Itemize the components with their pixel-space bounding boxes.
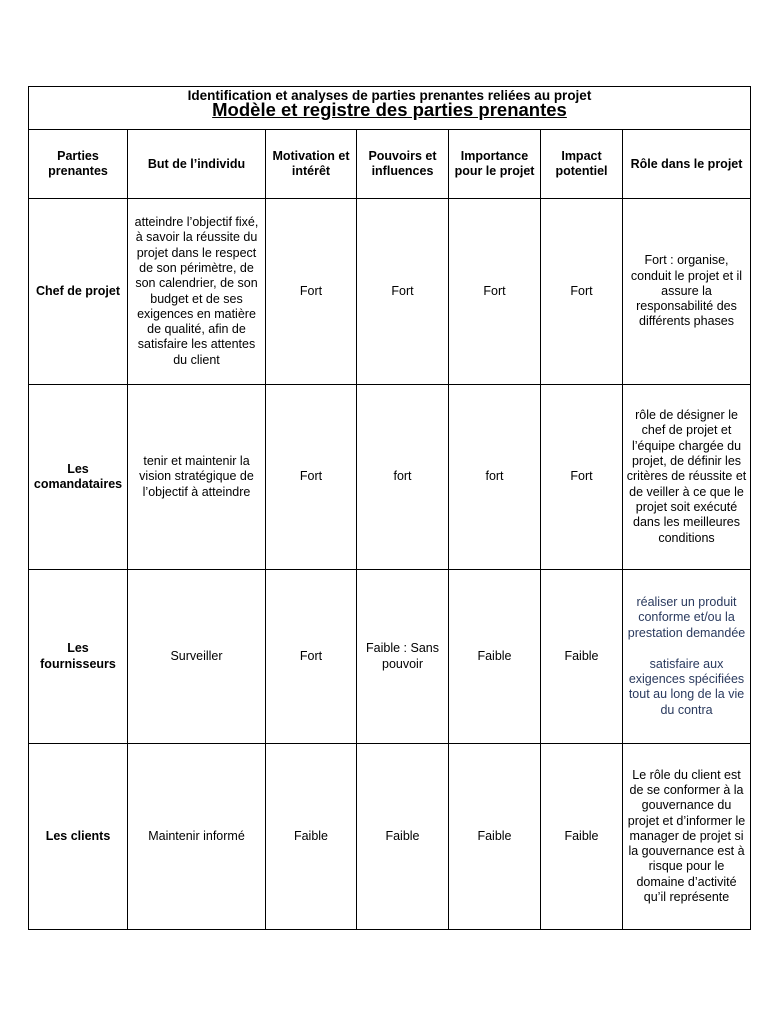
role-cell: Fort : organise, conduit le projet et il assure la responsabilité des différents phases [623, 199, 751, 385]
motivation-cell: Fort [266, 199, 357, 385]
impact-cell: Faible [541, 744, 623, 930]
header-stakeholders: Parties prenantes [29, 130, 128, 199]
stakeholder-cell: Les clients [29, 744, 128, 930]
stakeholder-cell: Chef de projet [29, 199, 128, 385]
table-row [29, 744, 751, 930]
header-impact: Impact potentiel [541, 130, 623, 199]
power-cell: Faible [357, 744, 449, 930]
impact-cell: Fort [541, 199, 623, 385]
goal-cell: Surveiller [128, 570, 266, 744]
impact-cell: Fort [541, 385, 623, 570]
role-cell: Le rôle du client est de se conformer à la gouvernance du projet et d’informer le manager de projet si la gouvernance est à risque pour le domaine d’activité qu’il représente [623, 744, 751, 930]
motivation-cell: Faible [266, 744, 357, 930]
power-cell: fort [357, 385, 449, 570]
importance-cell: Fort [449, 199, 541, 385]
goal-cell: tenir et maintenir la vision stratégique de l’objectif à atteindre [128, 385, 266, 570]
header-role: Rôle dans le projet [623, 130, 751, 199]
title-row [29, 87, 751, 130]
paragraph-gap [625, 641, 748, 657]
importance-cell: Faible [449, 744, 541, 930]
stakeholder-cell: Les comandataires [29, 385, 128, 570]
table-row [29, 385, 751, 570]
importance-cell: Faible [449, 570, 541, 744]
title-cell [29, 87, 751, 130]
document-subtitle: Identification et analyses de parties prenantes reliées au projet [187, 88, 592, 103]
power-cell: Faible : Sans pouvoir [357, 570, 449, 744]
header-row [29, 130, 751, 199]
goal-cell: Maintenir informé [128, 744, 266, 930]
table-row [29, 570, 751, 744]
role-cell: rôle de désigner le chef de projet et l’équipe chargée du projet, de définir les critères de réussite et de veiller à ce que le projet soit exécuté dans les meilleures conditions [623, 385, 751, 570]
header-importance: Importance pour le projet [449, 130, 541, 199]
impact-cell: Faible [541, 570, 623, 744]
role-text-part-2: satisfaire aux exigences spécifiées tout au long de la vie du contra [628, 656, 745, 717]
stakeholder-register-table [28, 86, 751, 930]
header-power: Pouvoirs et influences [357, 130, 449, 199]
stakeholder-cell: Les fournisseurs [29, 570, 128, 744]
table-row [29, 199, 751, 385]
motivation-cell: Fort [266, 385, 357, 570]
role-cell [623, 570, 751, 744]
document-title: Modèle et registre des parties prenantes [212, 99, 567, 120]
role-text-part-1: réaliser un produit conforme et/ou la prestation demandée [627, 594, 746, 640]
goal-cell: atteindre l’objectif fixé, à savoir la réussite du projet dans le respect de son périmètre, de son calendrier, de son budget et de ses exigences en matière de qualité, afin de satisfaire les attentes du client [128, 199, 266, 385]
motivation-cell: Fort [266, 570, 357, 744]
header-motivation: Motivation et intérêt [266, 130, 357, 199]
header-goal: But de l’individu [128, 130, 266, 199]
importance-cell: fort [449, 385, 541, 570]
power-cell: Fort [357, 199, 449, 385]
